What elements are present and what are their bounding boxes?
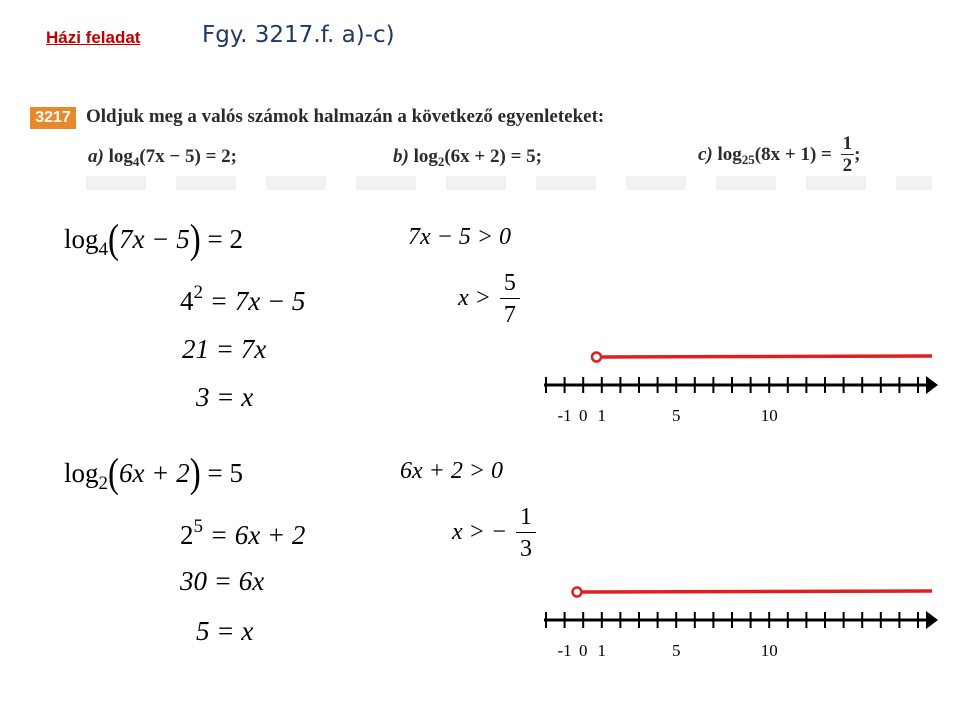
number-line-b-arrowhead <box>926 611 938 629</box>
number-line-a-tick-label-1: 0 <box>578 406 588 425</box>
cropped-text-remnant <box>86 176 932 190</box>
item-c-base: 25 <box>741 151 755 167</box>
item-c-fraction <box>841 134 855 177</box>
solution-a-condition: 7x − 5 > 0 <box>408 224 512 250</box>
item-b-base: 2 <box>437 154 445 169</box>
number-line-a-tick-label-2: 1 <box>597 406 607 425</box>
solution-b-equation-2: $2^5 = 6x + 2$ <box>180 516 306 550</box>
number-line-b-tick-label-1: 0 <box>578 641 588 660</box>
solution-a-equation-1: $\log_4(7x - 5) = 2$ <box>64 217 243 263</box>
number-line-a-arrowhead <box>926 376 938 394</box>
item-a-base: 4 <box>132 154 140 169</box>
number-line-b <box>540 565 942 665</box>
number-line-a-tick-label-0: -1 <box>557 406 572 425</box>
number-line-b-tick-label-0: -1 <box>557 641 572 660</box>
solution-a-equation-2: $4^2 = 7x - 5$ <box>180 282 306 316</box>
solution-a-equation-4: 3 = x <box>196 382 254 412</box>
number-line-b-solution-ray <box>582 591 932 592</box>
item-a-argument: (7x − 5) = 2; <box>139 146 237 167</box>
problem-item-b: b) $\log_2(6x + 2) = 5$; <box>393 146 542 169</box>
number-line-a-tick-label-4: 10 <box>760 406 778 425</box>
exercise-reference: Fgy. 3217.f. a)-c) <box>202 22 395 48</box>
number-line-b-tick-label-2: 1 <box>597 641 607 660</box>
item-b-argument: (6x + 2) = 5; <box>444 146 542 167</box>
item-a-label: a) <box>88 146 104 167</box>
solution-a-result: x > $\frac{5}{7}$ <box>458 268 520 331</box>
solution-b-result: x > − $\frac{1}{3}$ <box>452 502 536 565</box>
number-line-b-tick-label-4: 10 <box>760 641 778 660</box>
item-c-tail: ; <box>854 143 861 165</box>
number-line-a <box>540 330 942 430</box>
solution-b-condition: 6x + 2 > 0 <box>400 458 504 484</box>
problem-item-c: c) $\log_{25}(8x + 1)$ = $\frac{1}{2}$ ; <box>698 133 861 176</box>
solution-a-equation-3: 21 = 7x <box>182 334 267 364</box>
item-c-argument: (8x + 1) = <box>754 143 832 165</box>
number-line-a-open-endpoint <box>592 353 601 362</box>
problem-item-a: a) $\log_4(7x - 5) = 2$; <box>88 146 237 169</box>
item-c-fraction-numerator: 1 <box>842 133 853 154</box>
item-c-fraction-denominator: 2 <box>842 155 853 176</box>
homework-label: Házi feladat <box>46 28 141 47</box>
problem-statement: Oldjuk meg a valós számok halmazán a következő egyenleteket: <box>86 106 605 127</box>
solution-b-result-fraction: $\frac{1}{3}$ <box>516 502 536 565</box>
solution-b-equation-4: 5 = x <box>196 616 254 646</box>
number-line-a-solution-ray <box>601 356 932 357</box>
number-line-b-tick-label-3: 5 <box>671 641 681 660</box>
item-c-label: c) <box>698 143 713 165</box>
solution-b-equation-1: $\log_2(6x + 2) = 5$ <box>64 451 243 497</box>
number-line-a-tick-label-3: 5 <box>671 406 681 425</box>
solution-b-equation-3: 30 = 6x <box>180 566 265 596</box>
solution-a-result-fraction: $\frac{5}{7}$ <box>500 268 520 331</box>
problem-number-badge: 3217 <box>30 107 76 129</box>
number-line-b-open-endpoint <box>573 588 582 597</box>
item-b-label: b) <box>393 146 409 167</box>
